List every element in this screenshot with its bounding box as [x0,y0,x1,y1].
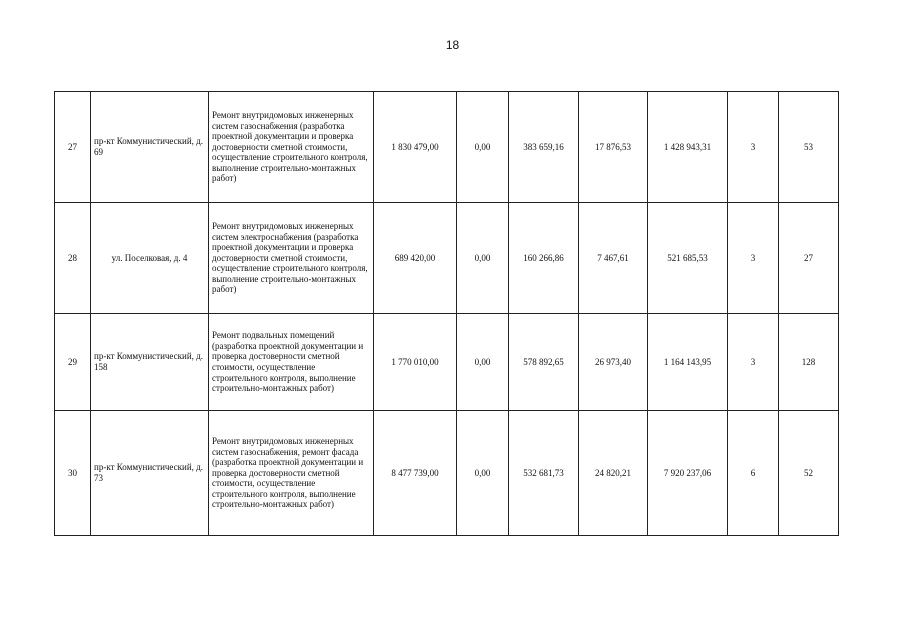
address-cell: пр-кт Коммунистический, д. 69 [91,92,209,203]
value-cell: 383 659,16 [509,92,579,203]
value-cell: 0,00 [457,314,509,411]
row-number: 28 [55,203,91,314]
value-cell: 532 681,73 [509,411,579,536]
value-cell: 3 [728,92,779,203]
row-number: 29 [55,314,91,411]
value-cell: 7 920 237,06 [648,411,728,536]
value-cell: 52 [779,411,839,536]
value-cell: 7 467,61 [579,203,648,314]
value-cell: 0,00 [457,92,509,203]
total-cost-cell: 1 830 479,00 [374,92,457,203]
work-description-cell: Ремонт внутридомовых инженерных систем газоснабжения, ремонт фасада (разработка проектной документации и проверка достоверности сметной стоимости, осуществление строительного контроля, выполнение строительно-монтажных работ) [209,411,374,536]
value-cell: 578 892,65 [509,314,579,411]
table-row [55,92,839,203]
row-number: 30 [55,411,91,536]
table-row [55,411,839,536]
table-row [55,203,839,314]
value-cell: 1 164 143,95 [648,314,728,411]
value-cell: 17 876,53 [579,92,648,203]
table-row [55,314,839,411]
row-number: 27 [55,92,91,203]
value-cell: 27 [779,203,839,314]
total-cost-cell: 8 477 739,00 [374,411,457,536]
value-cell: 26 973,40 [579,314,648,411]
total-cost-cell: 1 770 010,00 [374,314,457,411]
value-cell: 0,00 [457,411,509,536]
value-cell: 6 [728,411,779,536]
work-description-cell: Ремонт внутридомовых инженерных систем газоснабжения (разработка проектной документации и проверка достоверности сметной стоимости, осуществление строительного контроля, выполнение строительно-монтажных работ) [209,92,374,203]
total-cost-cell: 689 420,00 [374,203,457,314]
address-cell: пр-кт Коммунистический, д. 73 [91,411,209,536]
value-cell: 0,00 [457,203,509,314]
value-cell: 160 266,86 [509,203,579,314]
value-cell: 1 428 943,31 [648,92,728,203]
page-number: 18 [445,38,460,52]
value-cell: 3 [728,314,779,411]
value-cell: 521 685,53 [648,203,728,314]
work-description-cell: Ремонт внутридомовых инженерных систем электроснабжения (разработка проектной документации и проверка достоверности сметной стоимости, осуществление строительного контроля, выполнение строительно-монтажных работ) [209,203,374,314]
value-cell: 3 [728,203,779,314]
address-cell: ул. Поселковая, д. 4 [91,203,209,314]
works-table [54,91,839,536]
value-cell: 53 [779,92,839,203]
work-description-cell: Ремонт подвальных помещений (разработка проектной документации и проверка достоверности сметной стоимости, осуществление строительного контроля, выполнение строительно-монтажных работ) [209,314,374,411]
value-cell: 24 820,21 [579,411,648,536]
value-cell: 128 [779,314,839,411]
address-cell: пр-кт Коммунистический, д. 158 [91,314,209,411]
